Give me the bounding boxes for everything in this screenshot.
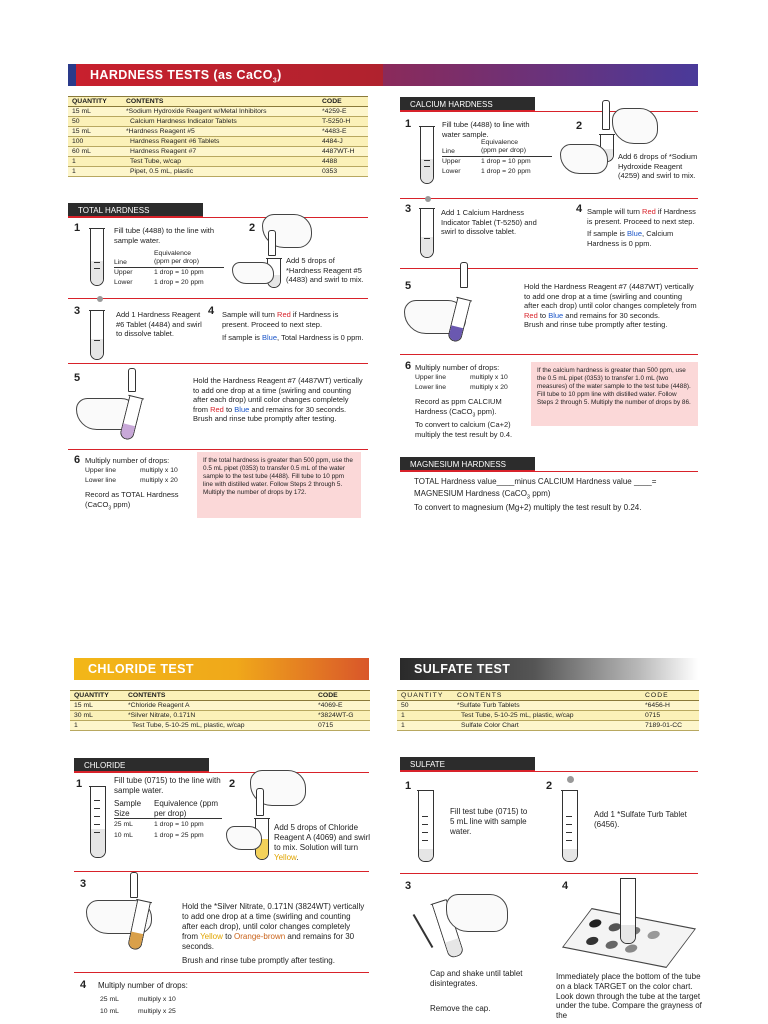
text: MAGNESIUM Hardness (CaCO [414,489,527,498]
cell-code: *6456-H [641,701,699,711]
table-row [70,701,370,711]
equiv-label: Equivalence [481,139,519,146]
step-number: 3 [74,305,81,317]
cell-quantity: 50 [397,701,453,711]
text: if Hardness is present. Proceed to next step. [587,207,696,226]
table-row [397,721,699,731]
text: , Total Hardness is 0 ppm. [277,333,364,343]
col-quantity: QUANTITY [397,691,453,701]
upper-line-label: Upper line [85,467,116,474]
step-number: 3 [405,880,412,892]
dropper-icon [256,788,264,816]
cell-quantity: 1 [68,167,122,177]
step-text: Fill tube (0715) to the line with sample water. [114,776,221,795]
record-text [415,397,525,421]
row-value: 1 drop = 25 ppm [154,832,204,839]
step-text: Fill test tube (0715) to 5 mL line with sample water. [450,807,528,836]
equiv-unit: (ppm per drop) [481,147,526,155]
cell-code: *3824WT-G [314,711,370,721]
hardness-header-text: HARDNESS TESTS (as CaCO [90,68,273,82]
calcium-hardness-header: CALCIUM HARDNESS [400,97,535,112]
step-number: 1 [405,118,412,130]
cell-contents: Hardness Reagent #7 [122,147,318,157]
text: . [296,853,299,862]
lower-label: Lower [114,279,133,286]
step-text: Multiply number of drops: [98,981,188,990]
table-row [68,117,368,127]
line-label: Line [114,259,127,266]
tablet-icon [567,776,574,783]
table-row [68,137,368,147]
divider [68,449,368,450]
step-text [182,902,368,966]
col-code: CODE [318,97,368,107]
dropper-icon [460,262,468,288]
magnesium-formula: TOTAL Hardness value____minus CALCIUM Hardness value ____= [414,477,657,486]
yellow-word: Yellow [200,932,223,941]
total-hardness-note: If the total hardness is greater than 500 ppm, use the 0.5 mL pipet (0353) to transfer 0.5 mL of the water sample to the test tube (4488). Fill tube to 10 ppm line with distilled water. Follow Steps 2 through 5. Multiply the number of drops by 172. [197,452,361,518]
total-hardness-rule [68,217,368,218]
chloride-table [70,690,370,731]
hardness-header [68,64,383,86]
step-number: 3 [80,878,87,890]
row-value: multiply x 10 [138,996,176,1003]
red-word: Red [210,404,224,414]
row-size: 25 mL [100,996,119,1003]
cell-code: *4259-E [318,107,368,117]
cell-quantity: 1 [68,157,122,167]
line-label: Line [442,148,455,155]
cell-quantity: 15 mL [70,701,124,711]
divider [400,354,698,355]
test-tube-icon [90,228,104,286]
upper-line-value: multiply x 10 [140,467,178,474]
row-size: 10 mL [114,832,133,839]
step-text: Add 1 Calcium Hardness Indicator Tablet (T-5250) and swirl to dissolve tablet. [441,208,537,237]
magnesium-result [414,489,550,503]
red-word: Red [277,310,291,319]
hardness-header-sub: 3 [272,77,278,85]
tablet-icon [97,296,103,302]
step-text: Add 1 *Sulfate Turb Tablet (6456). [594,810,687,829]
hand-icon [226,826,262,850]
red-word: Red [524,310,538,320]
step-number: 2 [229,778,236,790]
upper-label: Upper [114,269,133,276]
step-text: Add 1 Hardness Reagent #6 Tablet (4484) and swirl to dissolve tablet. [116,310,202,339]
chloride-header: CHLORIDE TEST [74,658,369,680]
table-header-row [397,691,699,701]
cell-contents: Test Tube, w/cap [122,157,318,167]
yellow-word: Yellow [274,853,297,862]
upper-line-label: Upper line [415,374,446,381]
cell-quantity: 1 [70,721,124,731]
step-number: 1 [74,222,81,234]
cell-quantity: 100 [68,137,122,147]
cell-contents: Calcium Hardness Indicator Tablets [122,117,318,127]
calcium-hardness-note: If the calcium hardness is greater than 500 ppm, use the 0.5 mL pipet (0353) to transfer 1.0 mL (two measures) of the water sample to the test tube (4488). Fill tube to 10 ppm line with distilled water. Follow Steps 2 through 5. Multiply the number of drops by 86. [531,362,698,426]
table-row [68,107,368,117]
divider [68,363,368,364]
text: Add 5 drops of Chloride Reagent A (4069) and swirl to mix. Solution will turn [274,823,371,852]
row-value: 1 drop = 10 ppm [154,821,204,828]
step-number: 4 [80,979,87,991]
table-row [68,127,368,137]
record-text [85,490,185,514]
step-number: 4 [208,305,215,317]
test-tube-icon [420,126,434,184]
red-word: Red [642,207,656,216]
step-number: 1 [76,778,83,790]
col-quantity: QUANTITY [70,691,124,701]
cell-code: 4484-J [318,137,368,147]
table-row [68,167,368,177]
cell-quantity: 60 mL [68,147,122,157]
divider [74,871,369,872]
cell-code: *4483-E [318,127,368,137]
text: to [222,932,235,941]
cell-quantity: 30 mL [70,711,124,721]
sulfate-header: SULFATE TEST [400,658,698,680]
cell-code: 0715 [641,711,699,721]
cell-code: T-5250-H [318,117,368,127]
lower-label: Lower [442,168,461,175]
cell-quantity: 15 mL [68,107,122,117]
total-hardness-header: TOTAL HARDNESS [68,203,203,218]
subscript: 3 [108,505,112,512]
convert-text: To convert to calcium (Ca+2) multiply the test result by 0.4. [415,420,513,439]
col-quantity: QUANTITY [68,97,122,107]
col-code: CODE [314,691,370,701]
table-row [68,147,368,157]
sample-size-label: Sample Size [114,799,142,818]
cell-code: 7189-01-CC [641,721,699,731]
text: ppm) [111,499,131,509]
magnesium-convert: To convert to magnesium (Mg+2) multiply the test result by 0.24. [414,503,642,512]
cell-quantity: 1 [397,721,453,731]
step-text: Cap and shake until tablet disintegrates. [430,969,523,988]
text: , Calcium Hardness is 0 ppm. [587,229,674,248]
upper-line-value: multiply x 10 [470,374,508,381]
step-number: 1 [405,780,412,792]
table-header-row [70,691,370,701]
cell-code: 4488 [318,157,368,167]
text: Sample will turn [587,207,643,216]
row-size: 10 mL [100,1008,119,1015]
divider [400,268,698,269]
step-number: 2 [546,780,553,792]
blue-word: Blue [627,229,643,239]
blue-word: Blue [548,310,564,320]
equivalence-label [481,139,561,156]
hardness-header-end: ) [277,68,282,82]
step-text: Remove the cap. [430,1004,491,1013]
sulfate-subheader: SULFATE [400,757,535,772]
step-number: 2 [249,222,256,234]
hand-icon [446,894,508,932]
lower-value: 1 drop = 20 ppm [154,279,204,286]
cell-contents: *Chloride Reagent A [124,701,314,711]
text: to [223,404,235,414]
text: Brush and rinse tube promptly after testing. [524,320,668,330]
subscript: 3 [526,494,530,501]
step-text [587,207,699,248]
equivalence-label [154,250,234,267]
text: Hold the Hardness Reagent #7 (4487WT) vertically to add one drop at a time (swirling and counting after each drop) until color changes completely from [193,376,363,414]
table-row [70,721,370,731]
step-text [524,282,698,330]
text: to [537,310,549,320]
text: and remains for 30 seconds. [563,310,660,320]
cell-quantity: 1 [397,711,453,721]
text: if Hardness is present. Proceed to next step. [222,310,339,329]
cell-quantity: 50 [68,117,122,127]
lower-line-label: Lower line [415,384,446,391]
lower-line-label: Lower line [85,477,116,484]
divider [400,873,698,874]
cell-code: *4069-E [314,701,370,711]
text: Record as TOTAL Hardness (CaCO [85,490,179,509]
cell-contents: *Sodium Hydroxide Reagent w/Metal Inhibitors [122,107,318,117]
text: Record as ppm CALCIUM Hardness (CaCO [415,397,502,416]
step-text [193,376,365,424]
cell-contents: Test Tube, 5-10-25 mL, plastic, w/cap [124,721,314,731]
step-number: 4 [562,880,569,892]
table-row [397,711,699,721]
step-text: Add 6 drops of *Sodium Hydroxide Reagent (4259) and swirl to mix. [618,152,698,181]
test-tube-icon [562,790,578,862]
table-row [70,711,370,721]
table-row [397,701,699,711]
divider [114,267,224,268]
cell-contents: *Silver Nitrate, 0.171N [124,711,314,721]
cell-code: 4487WT-H [318,147,368,157]
step-text: Multiply number of drops: [415,363,500,372]
step-text: Immediately place the bottom of the tube on a black TARGET on the color chart. Look down through the tube at the target under the tube. Compare the grayness of the [556,972,702,1021]
hand-icon [232,262,274,284]
col-code: CODE [641,691,699,701]
calcium-hardness-rule [400,111,698,112]
table-row [68,157,368,167]
upper-value: 1 drop = 10 ppm [481,158,531,165]
text: Brush and rinse tube promptly after testing. [182,956,335,965]
lower-line-value: multiply x 20 [470,384,508,391]
hand-icon [612,108,658,144]
table-header-row [68,97,368,107]
lower-line-value: multiply x 20 [140,477,178,484]
tablet-icon [425,196,431,202]
text: ppm) [529,489,551,498]
test-tube-icon [420,208,434,258]
step-text [274,823,374,863]
divider [74,972,369,973]
row-size: 25 mL [114,821,133,828]
hardness-table [68,96,368,177]
text: and remains for 30 seconds. [249,404,347,414]
cell-code: 0715 [314,721,370,731]
chloride-subheader: CHLORIDE [74,758,209,773]
step-number: 5 [74,372,81,384]
cell-contents: *Hardness Reagent #5 [122,127,318,137]
upper-value: 1 drop = 10 ppm [154,269,204,276]
blue-word: Blue [262,333,278,343]
text: and remains for 30 seconds. [182,932,355,951]
equivalence-label: Equivalence (ppm per drop) [154,799,219,818]
magnesium-hardness-header: MAGNESIUM HARDNESS [400,457,535,472]
step-number: 6 [405,360,412,372]
step-text: Add 5 drops of *Hardness Reagent #5 (4483) and swirl to mix. [286,256,364,285]
lower-value: 1 drop = 20 ppm [481,168,531,175]
cell-contents: Pipet, 0.5 mL, plastic [122,167,318,177]
divider [442,156,552,157]
step-number: 6 [74,454,81,466]
text: Brush and rinse tube promptly after testing. [193,414,337,424]
step-text: Fill tube (4488) to line with water sample. [442,120,530,139]
test-tube-icon [620,878,636,944]
row-value: multiply x 25 [138,1008,176,1015]
dropper-icon [268,230,276,256]
cell-code: 0353 [318,167,368,177]
blue-word: Blue [234,404,250,414]
cell-contents: Sulfate Color Chart [453,721,641,731]
text: If sample is [587,229,628,239]
step-text: Multiply number of drops: [85,456,170,465]
step-number: 4 [576,203,583,215]
dropper-icon [128,368,136,392]
cell-contents: Hardness Reagent #6 Tablets [122,137,318,147]
text: Hold the Hardness Reagent #7 (4487WT) vertically to add one drop at a time (swirling and counting after each drop) until color changes completely from [524,282,697,311]
test-tube-icon [418,790,434,862]
equiv-label: Equivalence [154,250,192,257]
subscript: 3 [472,412,476,419]
col-contents: CONTENTS [124,691,314,701]
step-number: 5 [405,280,412,292]
col-contents: CONTENTS [453,691,641,701]
divider [400,198,698,199]
divider [68,298,368,299]
magnesium-hardness-rule [400,471,698,472]
upper-label: Upper [442,158,461,165]
text: Hold the *Silver Nitrate, 0.171N (3824WT) vertically to add one drop at a time (swirling and counting after each drop), until color changes completely from [182,902,365,941]
cell-contents: Test Tube, 5-10-25 mL, plastic, w/cap [453,711,641,721]
chloride-rule [74,772,369,773]
cell-quantity: 15 mL [68,127,122,137]
shake-arrow-icon [413,914,434,948]
orange-word: Orange-brown [234,932,286,941]
dropper-icon [602,100,610,130]
hardness-header-right [383,64,698,86]
sulfate-table [397,690,699,731]
test-tube-icon [90,786,106,858]
cell-contents: *Sulfate Turb Tablets [453,701,641,711]
step-text [222,310,364,343]
test-tube-icon [90,310,104,360]
text: ppm). [475,406,497,416]
text: If sample is [222,333,263,343]
step-number: 2 [576,120,583,132]
dropper-icon [130,872,138,898]
step-text: Fill tube (4488) to the line with sample water. [114,226,215,245]
equiv-unit: (ppm per drop) [154,258,199,266]
text: Sample will turn [222,310,278,319]
sulfate-rule [400,771,698,772]
col-contents: CONTENTS [122,97,318,107]
divider [114,818,222,819]
hand-icon [560,144,608,174]
step-number: 3 [405,203,412,215]
